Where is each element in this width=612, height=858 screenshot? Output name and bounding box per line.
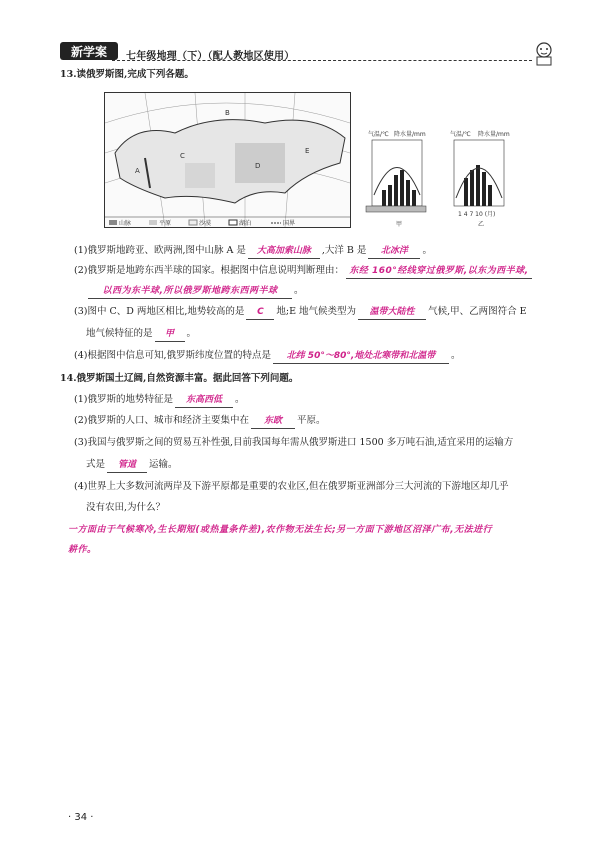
legend-label-5: 国界 xyxy=(283,220,296,227)
legend-label-1: 山脉 xyxy=(119,220,132,227)
q14-sub2-answer-a: 东欧 xyxy=(251,414,295,429)
climate-label-3: 气温/℃ xyxy=(450,131,471,138)
q13-sub1-answer-a: 大高加索山脉 xyxy=(248,244,320,259)
climate-label-2: 降水量/mm xyxy=(394,131,426,138)
svg-text:D: D xyxy=(255,162,261,170)
svg-text:E: E xyxy=(305,147,310,155)
climate-label-1: 气温/℃ xyxy=(368,131,389,138)
q14-sub3: (3)我国与俄罗斯之间的贸易互补性强,目前我国每年需从俄罗斯进口 1500 多万吨石油,适宜采用的运输方 xyxy=(74,437,514,448)
q13-sub2-answer-line1: 东经 160°经线穿过俄罗斯,以东为西半球, xyxy=(346,264,532,279)
header-title: 七年级地理（下）（配人教地区使用） xyxy=(126,51,295,62)
q14-sub4: (4)世界上大多数河流两岸及下游平原都是重要的农业区,但在俄罗斯亚洲部分三大河流的下游地区却几乎 xyxy=(74,481,509,492)
climate-label-jia: 甲 xyxy=(396,221,403,228)
page-number: · 34 · xyxy=(68,812,94,823)
legend-label-3: 沙漠 xyxy=(199,220,212,227)
q14-sub3-answer-b: 管道 xyxy=(107,458,147,473)
q14-sub4-answer-line1: 一方面由于气候寒冷,生长期短(或热量条件差),农作物无法生长;另一方面下游地区沼泽广布,无法进行 xyxy=(68,525,493,535)
q13-sub2-answer-line2: 以西为东半球,所以俄罗斯地跨东西两半球 xyxy=(88,284,292,299)
q14-sub4-answer-line2: 耕作。 xyxy=(68,545,97,555)
q13-sub4: (4)根据图中信息可知,俄罗斯纬度位置的特点是 北纬 50°～80°,地处北寒带和北温带 。 xyxy=(74,349,461,364)
q13-sub3: (3)图中 C、D 两地区相比,地势较高的是 C 地;E 地气候类型为 温带大陆性 气候,甲、乙两图符合 E xyxy=(74,305,527,320)
svg-text:C: C xyxy=(180,152,185,160)
legend-label-4: 湖泊 xyxy=(239,220,252,227)
q14-sub1: (1)俄罗斯的地势特征是 东高西低 。 xyxy=(74,393,244,408)
q14-sub4-line2: 没有农田,为什么？ xyxy=(86,502,166,513)
svg-text:B: B xyxy=(225,109,230,117)
climate-label-4: 降水量/mm xyxy=(478,131,510,138)
q14-sub2: (2)俄罗斯的人口、城市和经济主要集中在 东欧 平原。 xyxy=(74,414,325,429)
q13-sub2: (2)俄罗斯是地跨东西半球的国家。根据图中信息说明判断理由： 东经 160°经线穿过俄罗斯,以东为西半球, xyxy=(74,264,534,279)
russia-map xyxy=(104,92,351,228)
mascot-icon xyxy=(528,40,560,66)
climate-months-label: 1 4 7 10 (月) xyxy=(458,211,496,218)
q13-sub3-answer-b: 温带大陆性 xyxy=(358,305,426,320)
climate-charts xyxy=(362,130,522,230)
climate-label-yi: 乙 xyxy=(478,221,485,228)
q14-sub1-answer-a: 东高西低 xyxy=(175,393,233,408)
q13-sub1-answer-b: 北冰洋 xyxy=(368,244,420,259)
legend-label-2: 平原 xyxy=(159,220,172,227)
question-14-stem: 14.俄罗斯国土辽阔,自然资源丰富。据此回答下列问题。 xyxy=(60,373,299,384)
q13-sub3-answer-d: 甲 xyxy=(155,327,185,342)
q13-sub1: (1)俄罗斯地跨亚、欧两洲,图中山脉 A 是 大高加索山脉 ,大洋 B 是 北冰洋 。 xyxy=(74,244,432,259)
q13-sub3-answer-a: C xyxy=(246,305,274,320)
publisher-logo xyxy=(60,40,118,62)
question-13-stem: 13.读俄罗斯图,完成下列各题。 xyxy=(60,69,194,80)
publisher-logo-text: 新学案 xyxy=(70,45,108,59)
header-divider xyxy=(112,60,532,61)
q14-sub3-line2: 式是 管道 运输。 xyxy=(86,458,178,473)
q13-sub2-line2: 以西为东半球,所以俄罗斯地跨东西两半球 。 xyxy=(86,284,304,299)
svg-text:A: A xyxy=(135,167,140,175)
q13-sub3-line2: 地气候特征的是 甲 。 xyxy=(86,327,196,342)
q13-sub4-answer-a: 北纬 50°～80°,地处北寒带和北温带 xyxy=(273,349,449,364)
